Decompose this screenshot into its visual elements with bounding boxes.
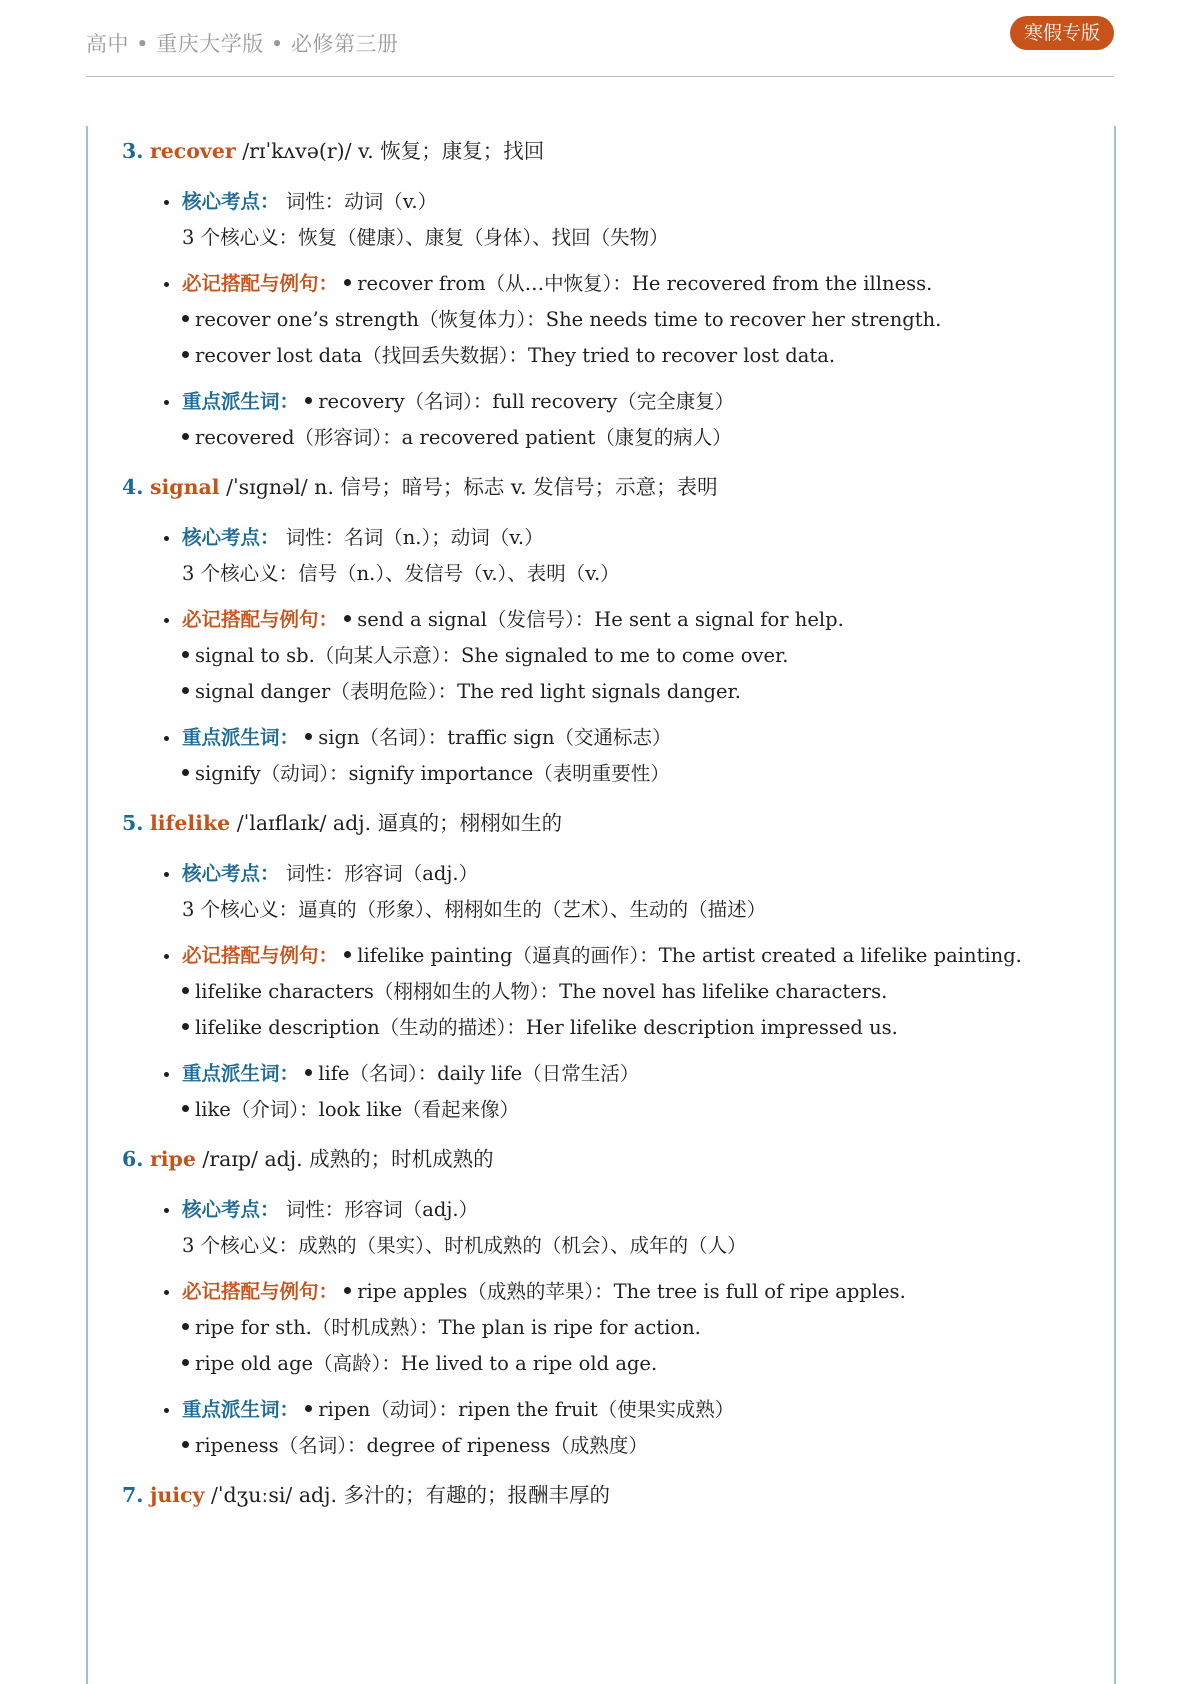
core-meaning: 3 个核心义：信号（n.）、发信号（v.）、表明（v.） (182, 562, 620, 585)
vocab-entry (122, 136, 1102, 456)
vocab-entry (122, 1480, 1102, 1510)
bullet (182, 769, 189, 776)
bullet (182, 1359, 189, 1366)
core-meaning: 3 个核心义：恢复（健康）、康复（身体）、找回（失物） (182, 226, 669, 249)
derivatives (162, 384, 1102, 456)
derivative-label: 重点派生词： (182, 726, 300, 749)
core-pos: 词性：形容词（adj.） (285, 862, 479, 885)
core-points (162, 1192, 1102, 1264)
headword-line (122, 1144, 1102, 1174)
derivative-item: ripeness（名词）：degree of ripeness（成熟度） (195, 1434, 648, 1457)
vocab-entry (122, 1144, 1102, 1464)
bullet-dot (164, 872, 169, 877)
bullet-dot (164, 1290, 169, 1295)
bullet (182, 1323, 189, 1330)
headword: lifelike (149, 811, 231, 835)
bullet (182, 351, 189, 358)
bullet (182, 315, 189, 322)
bullet-dot (164, 618, 169, 623)
headword-line (122, 472, 1102, 502)
core-label: 核心考点： (182, 1198, 280, 1221)
collocation-item: signal to sb.（向某人示意）：She signaled to me to come over. (195, 644, 789, 667)
collocation-item: ripe old age（高龄）：He lived to a ripe old age. (195, 1352, 658, 1375)
bullet-dot (164, 400, 169, 405)
bullet-dot (164, 1208, 169, 1213)
core-label: 核心考点： (182, 862, 280, 885)
core-label: 核心考点： (182, 526, 280, 549)
collocation-item: lifelike painting（逼真的画作）：The artist created a lifelike painting. (357, 944, 1022, 967)
header-title: 高中 • 重庆大学版 • 必修第三册 (86, 32, 399, 56)
bullet (182, 1023, 189, 1030)
collocations (162, 938, 1102, 1046)
bullet-dot (164, 536, 169, 541)
derivative-item: recovery（名词）：full recovery（完全康复） (318, 390, 735, 413)
derivatives (162, 720, 1102, 792)
bullet (182, 433, 189, 440)
derivative-label: 重点派生词： (182, 390, 300, 413)
collocation-item: send a signal（发信号）：He sent a signal for help. (357, 608, 844, 631)
bullet (305, 733, 312, 740)
page-header (86, 22, 1114, 77)
entry-number: 4. (122, 475, 144, 499)
collocation-label: 必记搭配与例句： (182, 608, 339, 631)
headword-line (122, 136, 1102, 166)
collocation-item: recover from（从…中恢复）：He recovered from the illness. (357, 272, 933, 295)
derivatives (162, 1392, 1102, 1464)
bullet-dot (164, 282, 169, 287)
collocation-label: 必记搭配与例句： (182, 944, 339, 967)
bullet (182, 1441, 189, 1448)
collocation-item: recover one’s strength（恢复体力）：She needs time to recover her strength. (195, 308, 942, 331)
bullet-dot (164, 1072, 169, 1077)
bullet (182, 687, 189, 694)
bullet (344, 1287, 351, 1294)
collocations (162, 266, 1102, 374)
headword: juicy (149, 1483, 205, 1507)
derivative-item: ripen（动词）：ripen the fruit（使果实成熟） (318, 1398, 735, 1421)
vocab-entry (122, 808, 1102, 1128)
entry-number: 3. (122, 139, 144, 163)
core-label: 核心考点： (182, 190, 280, 213)
derivatives (162, 1056, 1102, 1128)
collocation-item: ripe apples（成熟的苹果）：The tree is full of ripe apples. (357, 1280, 906, 1303)
derivative-item: recovered（形容词）：a recovered patient（康复的病人） (195, 426, 732, 449)
core-pos: 词性：动词（v.） (285, 190, 438, 213)
collocation-item: ripe for sth.（时机成熟）：The plan is ripe for action. (195, 1316, 701, 1339)
derivative-item: signify（动词）：signify importance（表明重要性） (195, 762, 670, 785)
collocation-item: lifelike description（生动的描述）：Her lifelike description impressed us. (195, 1016, 898, 1039)
bullet (182, 651, 189, 658)
pronunciation-definition: /ˈlaɪflaɪk/ adj. 逼真的；栩栩如生的 (230, 811, 563, 835)
bullet (305, 397, 312, 404)
entry-number: 7. (122, 1483, 144, 1507)
entry-number: 5. (122, 811, 144, 835)
derivative-label: 重点派生词： (182, 1062, 300, 1085)
bullet (344, 951, 351, 958)
core-points (162, 184, 1102, 256)
core-points (162, 520, 1102, 592)
bullet-dot (164, 736, 169, 741)
pronunciation-definition: /raɪp/ adj. 成熟的；时机成熟的 (195, 1147, 494, 1171)
bullet (344, 615, 351, 622)
headword-line (122, 1480, 1102, 1510)
bullet-dot (164, 200, 169, 205)
headword-line (122, 808, 1102, 838)
headword: signal (149, 475, 220, 499)
bullet (182, 987, 189, 994)
derivative-item: life（名词）：daily life（日常生活） (318, 1062, 640, 1085)
content-panel (86, 126, 1116, 1684)
bullet (182, 1105, 189, 1112)
derivative-label: 重点派生词： (182, 1398, 300, 1421)
bullet (344, 279, 351, 286)
entry-number: 6. (122, 1147, 144, 1171)
derivative-item: like（介词）：look like（看起来像） (195, 1098, 520, 1121)
collocations (162, 1274, 1102, 1382)
bullet-dot (164, 954, 169, 959)
headword: recover (149, 139, 236, 163)
core-meaning: 3 个核心义：逼真的（形象）、栩栩如生的（艺术）、生动的（描述） (182, 898, 767, 921)
pronunciation-definition: /ˈsɪɡnəl/ n. 信号；暗号；标志 v. 发信号；示意；表明 (219, 475, 718, 499)
core-meaning: 3 个核心义：成熟的（果实）、时机成熟的（机会）、成年的（人） (182, 1234, 747, 1257)
collocation-item: recover lost data（找回丢失数据）：They tried to recover lost data. (195, 344, 836, 367)
core-pos: 词性：形容词（adj.） (285, 1198, 479, 1221)
derivative-item: sign（名词）：traffic sign（交通标志） (318, 726, 672, 749)
pronunciation-definition: /ˈdʒuːsi/ adj. 多汁的；有趣的；报酬丰厚的 (204, 1483, 611, 1507)
collocations (162, 602, 1102, 710)
collocation-item: signal danger（表明危险）：The red light signals danger. (195, 680, 741, 703)
bullet (305, 1069, 312, 1076)
core-pos: 词性：名词（n.）；动词（v.） (285, 526, 544, 549)
collocation-item: lifelike characters（栩栩如生的人物）：The novel has lifelike characters. (195, 980, 888, 1003)
pronunciation-definition: /rɪˈkʌvə(r)/ v. 恢复；康复；找回 (235, 139, 545, 163)
bullet-dot (164, 1408, 169, 1413)
core-points (162, 856, 1102, 928)
headword: ripe (149, 1147, 196, 1171)
bullet (305, 1405, 312, 1412)
vocab-entry (122, 472, 1102, 792)
collocation-label: 必记搭配与例句： (182, 1280, 339, 1303)
edition-badge: 寒假专版 (1010, 16, 1114, 50)
collocation-label: 必记搭配与例句： (182, 272, 339, 295)
